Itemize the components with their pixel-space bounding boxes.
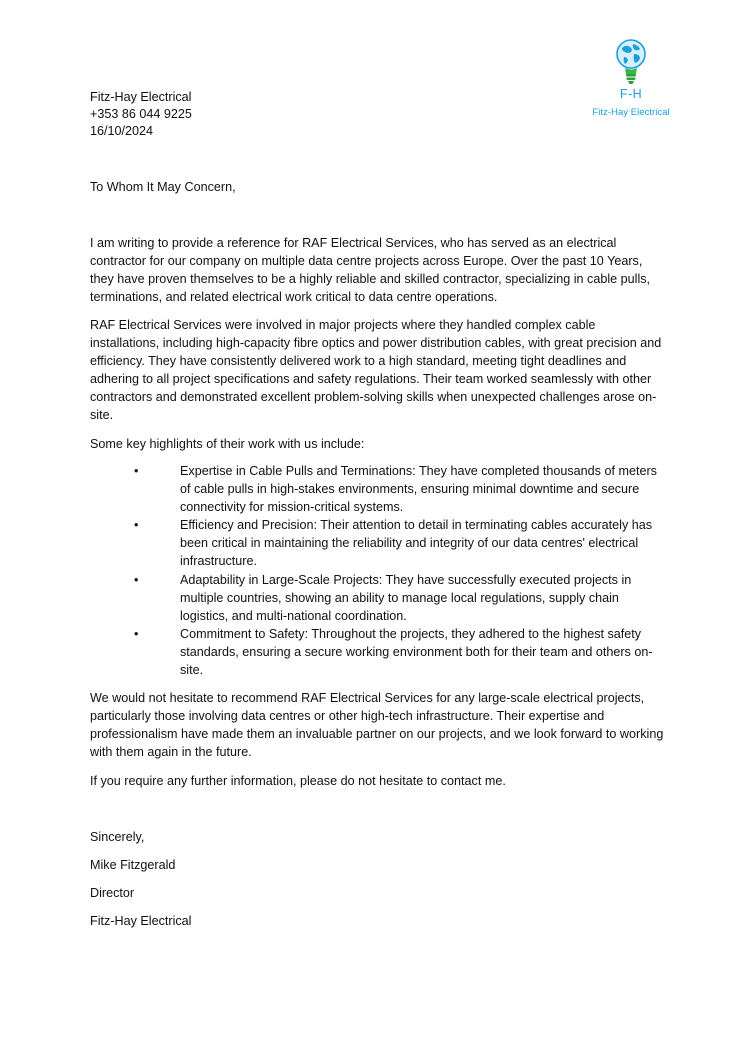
highlight-text: Commitment to Safety: Throughout the projects, they adhered to the highest safety standards, ensuring a secure working environment both for their team and others on-site. (180, 626, 653, 678)
list-item (90, 625, 664, 679)
sender-phone: +353 86 044 9225 (90, 107, 192, 121)
list-item (90, 516, 664, 570)
list-item (90, 571, 664, 625)
bullet-icon: • (134, 464, 139, 478)
sender-company: Fitz-Hay Electrical (90, 90, 192, 104)
valediction: Sincerely, (90, 830, 145, 844)
highlight-text: Efficiency and Precision: Their attention to detail in terminating cables accurately has been critical in maintaining the reliability and integrity of our data centres' electrical infrastructure. (180, 518, 653, 569)
paragraph-contact: If you require any further information, please do not hesitate to contact me. (90, 774, 506, 788)
bullet-icon: • (134, 626, 139, 641)
lightbulb-globe-icon (614, 38, 648, 86)
logo-monogram: F-H (619, 87, 643, 101)
paragraph-recommendation: We would not hesitate to recommend RAF Electrical Services for any large-scale electrical projects, particularly those involving data centres or other high-tech infrastructure. Their expertise and professionalism have made them an invaluable partner on our projects, and we look forward to working with them again in the future. (90, 691, 664, 760)
paragraph-projects: RAF Electrical Services were involved in major projects where they handled complex cable installations, including high-capacity fibre optics and power distribution cables, with great precision and efficiency. They have consistently delivered work to a high standard, meeting tight deadlines and adhering to all project specifications and safety regulations. Their team worked seamlessly with other contractors and demonstrated excellent problem-solving skills when unexpected challenges arose on-site. (90, 318, 662, 423)
signatory-name: Mike Fitzgerald (90, 858, 176, 872)
signatory-title: Director (90, 886, 135, 900)
salutation: To Whom It May Concern, (90, 180, 236, 194)
company-logo (586, 38, 676, 122)
logo-company-name: Fitz-Hay Electrical (592, 107, 670, 118)
letter-date: 16/10/2024 (90, 124, 154, 138)
signatory-company: Fitz-Hay Electrical (90, 914, 192, 928)
highlight-text: Adaptability in Large-Scale Projects: They have successfully executed projects in multiple countries, showing an ability to manage local regulations, supply chain logistics, and multi-national coordination. (180, 572, 632, 623)
highlights-list (90, 462, 664, 679)
highlights-intro: Some key highlights of their work with us include: (90, 437, 365, 451)
bullet-icon: • (134, 518, 139, 533)
paragraph-intro: I am writing to provide a reference for RAF Electrical Services, who has served as an electrical contractor for our company on multiple data centre projects across Europe. Over the past 10 Years, they have proven themselves to be a highly reliable and skilled contractor, specializing in cable pulls, terminations, and related electrical work critical to data centre operations. (90, 236, 651, 305)
signature-block (90, 828, 191, 940)
bullet-icon: • (134, 572, 139, 587)
list-item (90, 462, 664, 516)
sender-block (90, 89, 390, 140)
highlight-text: Expertise in Cable Pulls and Terminations: They have completed thousands of meters of cable pulls in high-stakes environments, ensuring minimal downtime and secure connectivity for mission-critical systems. (180, 464, 657, 515)
